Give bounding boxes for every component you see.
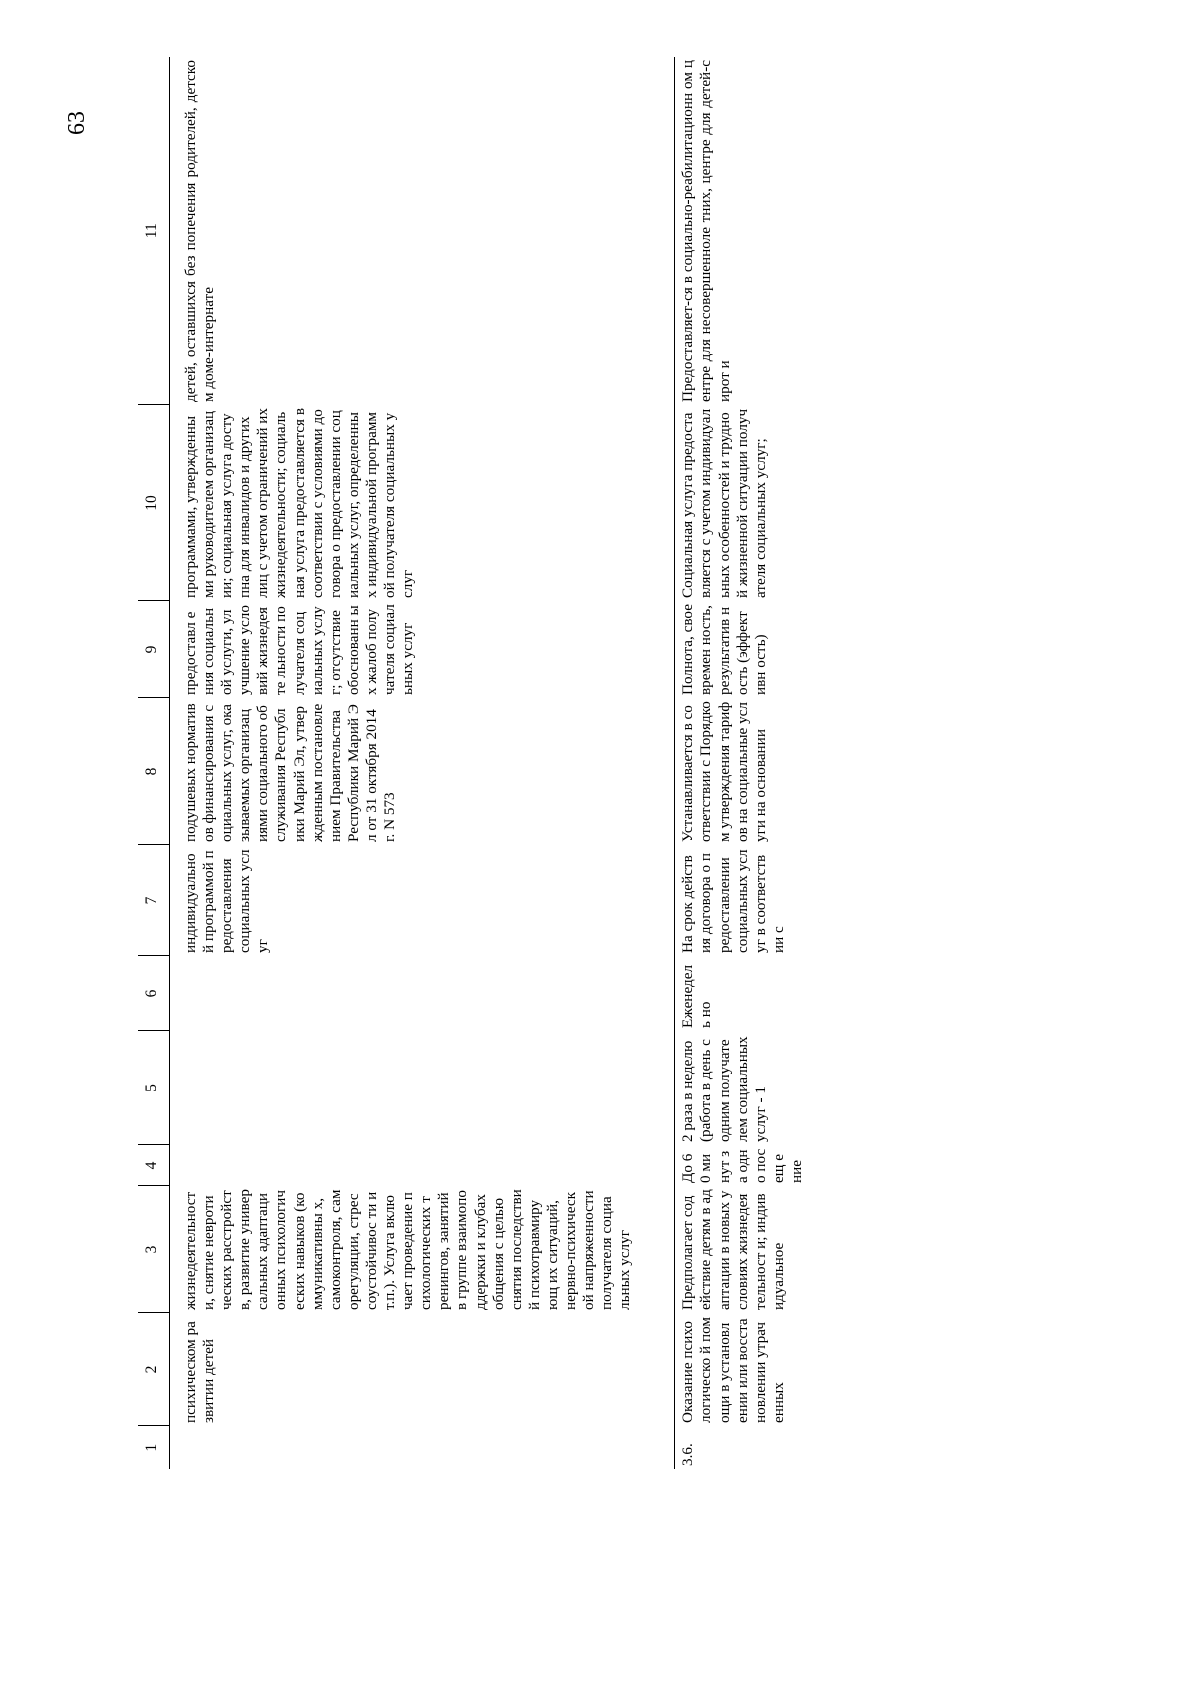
column-header: 7 bbox=[138, 845, 170, 956]
column-header: 10 bbox=[138, 405, 170, 601]
cell-number: 3.6. bbox=[675, 1426, 806, 1469]
column-header: 3 bbox=[138, 1186, 170, 1313]
services-table bbox=[138, 57, 806, 1469]
column-header: 9 bbox=[138, 601, 170, 698]
header-row bbox=[138, 57, 170, 1469]
cell-description: Предполагает содействие детям в адаптации в новых условиях жизнедеятельност и; индивидуальное bbox=[675, 1186, 806, 1313]
cell-provider: детей, оставшихся без попечения родителей, детском доме-интернате bbox=[182, 60, 218, 402]
column-header: 5 bbox=[138, 1031, 170, 1145]
column-header: 1 bbox=[138, 1426, 170, 1469]
cell-term: На срок действия договора о предоставлении социальных услуг в соответствии с bbox=[675, 845, 806, 956]
column-header: 8 bbox=[138, 698, 170, 845]
cell-frequency bbox=[170, 956, 675, 1031]
cell-duration: До 60 минут за одно посещ ение bbox=[675, 1145, 806, 1186]
page-number: 63 bbox=[64, 111, 90, 135]
table-row bbox=[675, 57, 806, 1469]
cell-service-name: Оказание психологическо й помощи в установлении или восстановлении утраченных bbox=[675, 1313, 806, 1426]
cell-quality-indicators: предоставл ения социальной услуги, улучшение условий жизнедеяте льности получателя социальных услуг; отсутствие обоснованн ых жалоб получателя социальных услуг bbox=[182, 604, 417, 695]
cell-number bbox=[170, 1426, 675, 1469]
cell-service-name: психическом развитии детей bbox=[182, 1321, 218, 1423]
column-header: 2 bbox=[138, 1313, 170, 1426]
cell-conditions: программами, утвержденными руководителем организации; социальная услуга доступна для инвалидов и других лиц с учетом ограничений их жизнедеятельности; социальная услуга предоставляется в соответствии с условиями договора о предоставлении социальных услуг, определенных индивидуальной программой получателя социальных услуг bbox=[182, 408, 417, 598]
cell-tariff: Устанавливается в соответствии с Порядком утверждения тарифов на социальные услуги на основании bbox=[675, 698, 806, 845]
cell-volume bbox=[170, 1031, 675, 1145]
column-header: 4 bbox=[138, 1145, 170, 1186]
cell-term: индивидуальной программой предоставления социальных услуг bbox=[182, 849, 272, 953]
cell-volume: 2 раза в неделю (работа в день с одним получателем социальных услуг - 1 bbox=[675, 1031, 806, 1145]
column-header: 11 bbox=[138, 57, 170, 405]
cell-provider: Предоставляет-ся в социально-реабилитационн ом центре для несовершенноле тних, центре для детей-сирот и bbox=[675, 57, 806, 405]
cell-tariff: подушевых нормативов финансирования социальных услуг, оказываемых организациями социального обслуживания Республики Марий Эл, утвержденным постановлением Правительства Республики Марий Эл от 31 октября 2014 г. N 573 bbox=[182, 703, 399, 842]
table-row bbox=[170, 57, 675, 1469]
column-header: 6 bbox=[138, 956, 170, 1031]
cell-frequency: Еженедель но bbox=[675, 956, 806, 1031]
cell-duration bbox=[170, 1145, 675, 1186]
cell-description: жизнедеятельност и, снятие невротических расстройств, развитие универсальных адаптационных психологических навыков (коммуникативны х, самоконтроля, саморегуляции, стрессоустойчивос ти и т.п.). Услуга включает проведение психологических тренингов, занятий в группе взаимоподдержки и клубах общения с целью снятия последствий психотравмирующ их ситуаций, нервно-психической напряженности получателя социальных услуг bbox=[182, 1189, 634, 1310]
cell-quality-indicators: Полнота, своевремен ность, результатив ность (эффективн ость) bbox=[675, 601, 806, 698]
cell-conditions: Социальная услуга предоставляется с учетом индивидуальных особенностей и трудной жизненной ситуации получателя социальных услуг; bbox=[675, 405, 806, 601]
